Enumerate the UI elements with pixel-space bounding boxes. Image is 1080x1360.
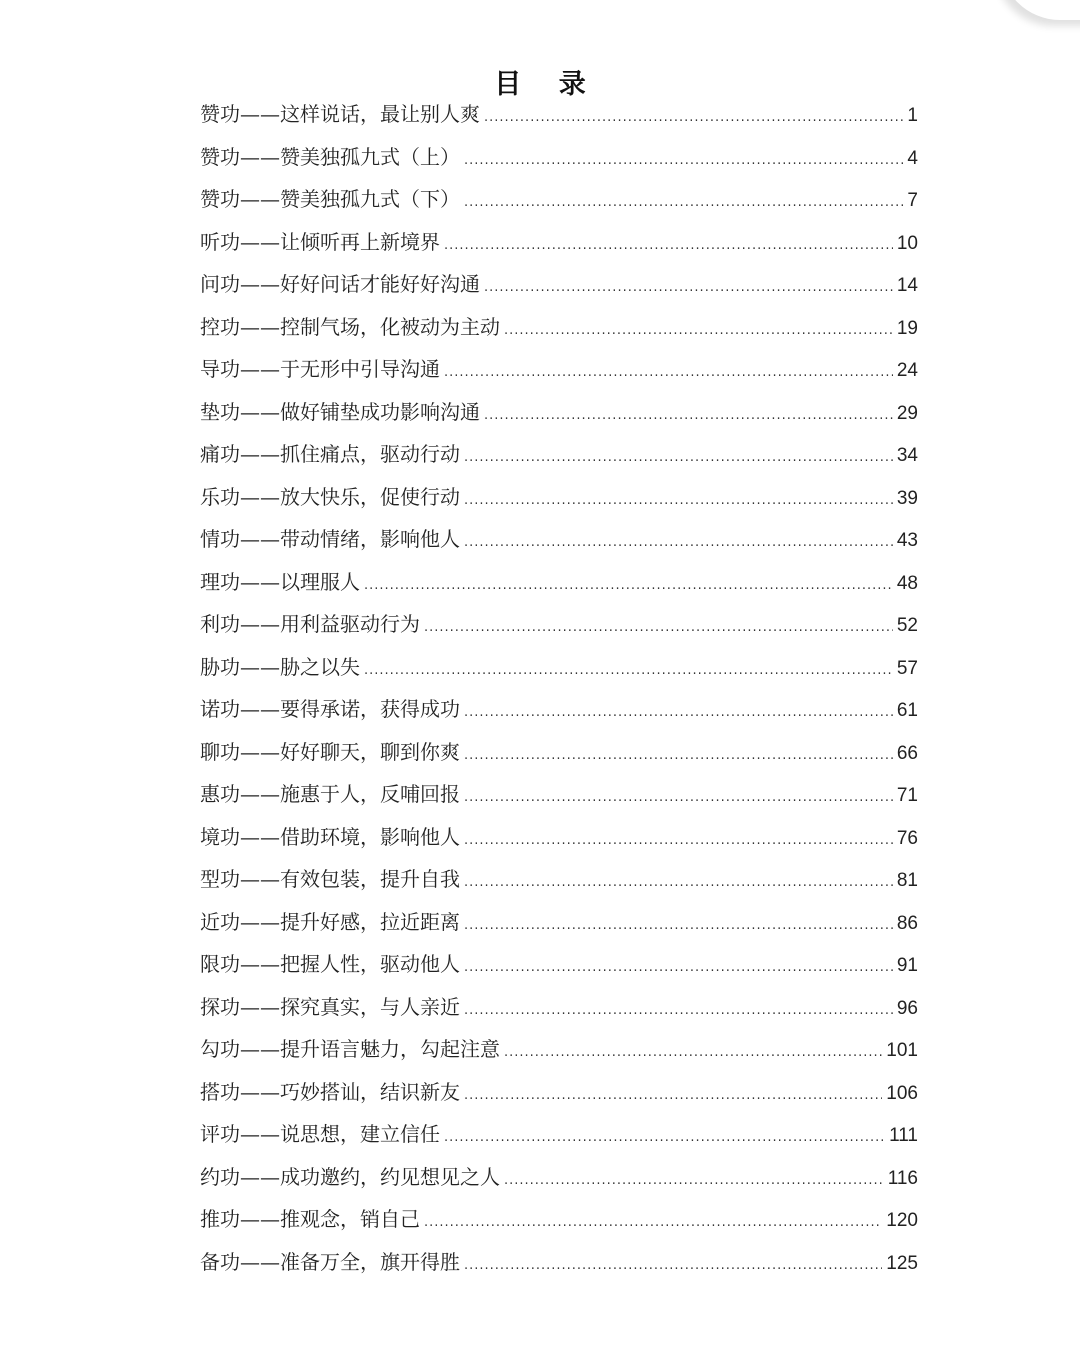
toc-dot-leader xyxy=(484,395,893,438)
toc-entry-title: 约功——成功邀约，约见想见之人 xyxy=(200,1164,500,1189)
toc-entry[interactable] xyxy=(200,688,918,731)
toc-entry-title: 备功——准备万全，旗开得胜 xyxy=(200,1249,460,1274)
toc-dot-leader xyxy=(464,990,893,1033)
toc-dot-leader xyxy=(464,862,893,905)
toc-page-number: 57 xyxy=(896,657,918,679)
toc-entry[interactable] xyxy=(200,518,918,561)
toc-entry[interactable] xyxy=(200,1028,918,1071)
toc-page-number: 34 xyxy=(896,445,918,466)
toc-entry[interactable] xyxy=(200,646,918,689)
toc-entry[interactable] xyxy=(200,603,918,646)
toc-list xyxy=(200,93,918,1283)
toc-page-number: 10 xyxy=(896,232,918,254)
toc-entry[interactable] xyxy=(200,1071,918,1114)
toc-entry[interactable] xyxy=(200,816,918,859)
toc-entry-title: 导功——于无形中引导沟通 xyxy=(200,357,440,381)
toc-dot-leader xyxy=(464,820,893,863)
toc-page-number: 14 xyxy=(896,275,918,296)
toc-page-number: 48 xyxy=(896,572,918,594)
toc-entry-title: 利功——用利益驱动行为 xyxy=(200,612,420,636)
toc-entry[interactable] xyxy=(200,391,918,434)
toc-dot-leader xyxy=(424,607,893,650)
toc-page-number: 101 xyxy=(886,1040,918,1061)
toc-entry-title: 诺功——要得承诺，获得成功 xyxy=(200,697,460,721)
toc-entry-title: 胁功——胁之以失 xyxy=(200,654,360,679)
toc-entry-title: 聊功——好好聊天，聊到你爽 xyxy=(200,739,460,764)
toc-page-number: 120 xyxy=(886,1210,918,1231)
toc-dot-leader xyxy=(364,650,893,693)
toc-dot-leader xyxy=(464,522,893,565)
toc-entry[interactable] xyxy=(200,561,918,604)
toc-entry[interactable] xyxy=(200,986,918,1029)
toc-entry-title: 型功——有效包装，提升自我 xyxy=(200,867,460,891)
toc-dot-leader xyxy=(444,225,893,268)
toc-entry-title: 乐功——放大快乐，促使行动 xyxy=(200,484,460,509)
toc-entry-title: 理功——以理服人 xyxy=(200,569,360,594)
toc-entry[interactable] xyxy=(200,476,918,519)
toc-entry[interactable] xyxy=(200,221,918,264)
toc-entry[interactable] xyxy=(200,773,918,816)
toc-entry[interactable] xyxy=(200,1156,918,1199)
toc-entry[interactable] xyxy=(200,731,918,774)
toc-dot-leader xyxy=(464,1245,882,1288)
toc-dot-leader xyxy=(464,437,893,480)
toc-dot-leader xyxy=(464,480,893,523)
toc-entry-title: 赞功——赞美独孤九式（下） xyxy=(200,187,460,211)
toc-entry-title: 限功——把握人性，驱动他人 xyxy=(200,952,460,976)
toc-entry[interactable] xyxy=(200,348,918,391)
toc-entry-title: 赞功——赞美独孤九式（上） xyxy=(200,144,460,169)
toc-page-number: 71 xyxy=(896,785,918,806)
toc-dot-leader xyxy=(504,1160,884,1203)
toc-entry[interactable] xyxy=(200,136,918,179)
toc-page-number: 39 xyxy=(896,487,918,509)
toc-entry-title: 探功——探究真实，与人亲近 xyxy=(200,994,460,1019)
toc-page-number: 61 xyxy=(896,700,918,721)
toc-page-number: 76 xyxy=(896,827,918,849)
toc-dot-leader xyxy=(464,947,893,990)
toc-page-number: 7 xyxy=(907,190,918,211)
toc-dot-leader xyxy=(464,140,903,183)
toc-page-number: 19 xyxy=(896,317,918,339)
toc-page-number: 96 xyxy=(896,997,918,1019)
toc-entry[interactable] xyxy=(200,263,918,306)
toc-dot-leader xyxy=(504,310,893,353)
toc-page-number: 86 xyxy=(896,912,918,934)
toc-page-number: 29 xyxy=(896,402,918,424)
toc-entry[interactable] xyxy=(200,306,918,349)
toc-entry[interactable] xyxy=(200,858,918,901)
toc-entry[interactable] xyxy=(200,943,918,986)
toc-entry[interactable] xyxy=(200,1113,918,1156)
toc-entry-title: 境功——借助环境，影响他人 xyxy=(200,824,460,849)
toc-dot-leader xyxy=(464,905,893,948)
toc-dot-leader xyxy=(464,735,893,778)
toc-entry-title: 搭功——巧妙搭讪，结识新友 xyxy=(200,1079,460,1104)
toc-page-number: 111 xyxy=(889,1125,918,1146)
toc-dot-leader xyxy=(484,267,893,310)
toc-page-number: 116 xyxy=(887,1167,918,1189)
toc-entry-title: 问功——好好问话才能好好沟通 xyxy=(200,272,480,296)
toc-entry[interactable] xyxy=(200,433,918,476)
toc-entry[interactable] xyxy=(200,1198,918,1241)
toc-page-number: 106 xyxy=(886,1082,918,1104)
toc-page-number: 66 xyxy=(896,742,918,764)
toc-entry-title: 痛功——抓住痛点，驱动行动 xyxy=(200,442,460,466)
toc-entry[interactable] xyxy=(200,178,918,221)
toc-entry-title: 控功——控制气场，化被动为主动 xyxy=(200,314,500,339)
toc-dot-leader xyxy=(504,1032,882,1075)
toc-dot-leader xyxy=(464,692,893,735)
toc-dot-leader xyxy=(464,1075,882,1118)
toc-entry-title: 情功——带动情绪，影响他人 xyxy=(200,527,460,551)
toc-page-number: 125 xyxy=(886,1252,918,1274)
toc-entry-title: 勾功——提升语言魅力，勾起注意 xyxy=(200,1037,500,1061)
toc-entry-title: 听功——让倾听再上新境界 xyxy=(200,229,440,254)
toc-entry-title: 推功——推观念，销自己 xyxy=(200,1207,420,1231)
toc-entry[interactable] xyxy=(200,1241,918,1284)
toc-entry-title: 惠功——施惠于人，反哺回报 xyxy=(200,782,460,806)
toc-entry-title: 近功——提升好感，拉近距离 xyxy=(200,909,460,934)
toc-page-number: 81 xyxy=(896,870,918,891)
toc-dot-leader xyxy=(464,777,893,820)
toc-page-number: 24 xyxy=(896,360,918,381)
toc-dot-leader xyxy=(444,1117,885,1160)
toc-page-number: 52 xyxy=(896,615,918,636)
toc-entry[interactable] xyxy=(200,901,918,944)
toc-title: 目 录 xyxy=(494,69,600,101)
toc-dot-leader xyxy=(364,565,893,608)
toc-entry-title: 评功——说思想，建立信任 xyxy=(200,1122,440,1146)
toc-dot-leader xyxy=(424,1202,882,1245)
toc-page-number: 91 xyxy=(896,955,918,976)
toc-dot-leader xyxy=(484,97,903,140)
toc-entry-title: 赞功——这样说话，最让别人爽 xyxy=(200,102,480,126)
toc-entry-title: 垫功——做好铺垫成功影响沟通 xyxy=(200,399,480,424)
page-corner-decoration xyxy=(1000,0,1080,20)
toc-entry[interactable] xyxy=(200,93,918,136)
toc-dot-leader xyxy=(464,182,903,225)
toc-page-number: 1 xyxy=(907,105,918,126)
toc-dot-leader xyxy=(444,352,893,395)
toc-page-number: 4 xyxy=(907,147,918,169)
toc-page-number: 43 xyxy=(896,530,918,551)
